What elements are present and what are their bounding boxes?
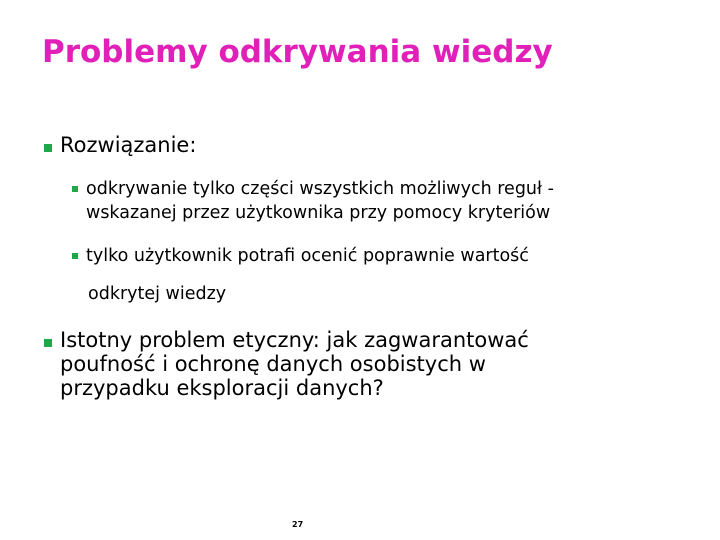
- bullet-solution-text: Rozwiązanie:: [60, 133, 197, 157]
- slide-title: Problemy odkrywania wiedzy: [42, 34, 553, 70]
- sub-bullet-user-evaluation-continuation: odkrytej wiedzy: [88, 284, 227, 304]
- square-bullet-icon: [72, 186, 78, 192]
- square-bullet-icon: [44, 339, 52, 347]
- bullet-solution: [44, 133, 196, 157]
- square-bullet-icon: [44, 144, 52, 152]
- bullet-ethical-problem: [44, 328, 529, 400]
- sub-bullet-user-evaluation-text: tylko użytkownik potrafi ocenić poprawnie wartość: [86, 246, 529, 266]
- bullet-ethical-problem-line-1: Istotny problem etyczny: jak zagwarantować: [60, 328, 529, 352]
- bullet-ethical-problem-line-2: poufność i ochronę danych osobistych w: [60, 352, 486, 376]
- page-number: 27: [292, 520, 304, 529]
- sub-bullet-partial-discovery-line-2: wskazanej przez użytkownika przy pomocy kryteriów: [86, 203, 551, 223]
- sub-bullet-partial-discovery: [72, 177, 554, 225]
- sub-bullet-partial-discovery-line-1: odkrywanie tylko części wszystkich możliwych reguł -: [86, 179, 554, 199]
- square-bullet-icon: [72, 253, 78, 259]
- bullet-ethical-problem-line-3: przypadku eksploracji danych?: [60, 376, 384, 400]
- sub-bullet-user-evaluation: [72, 244, 529, 268]
